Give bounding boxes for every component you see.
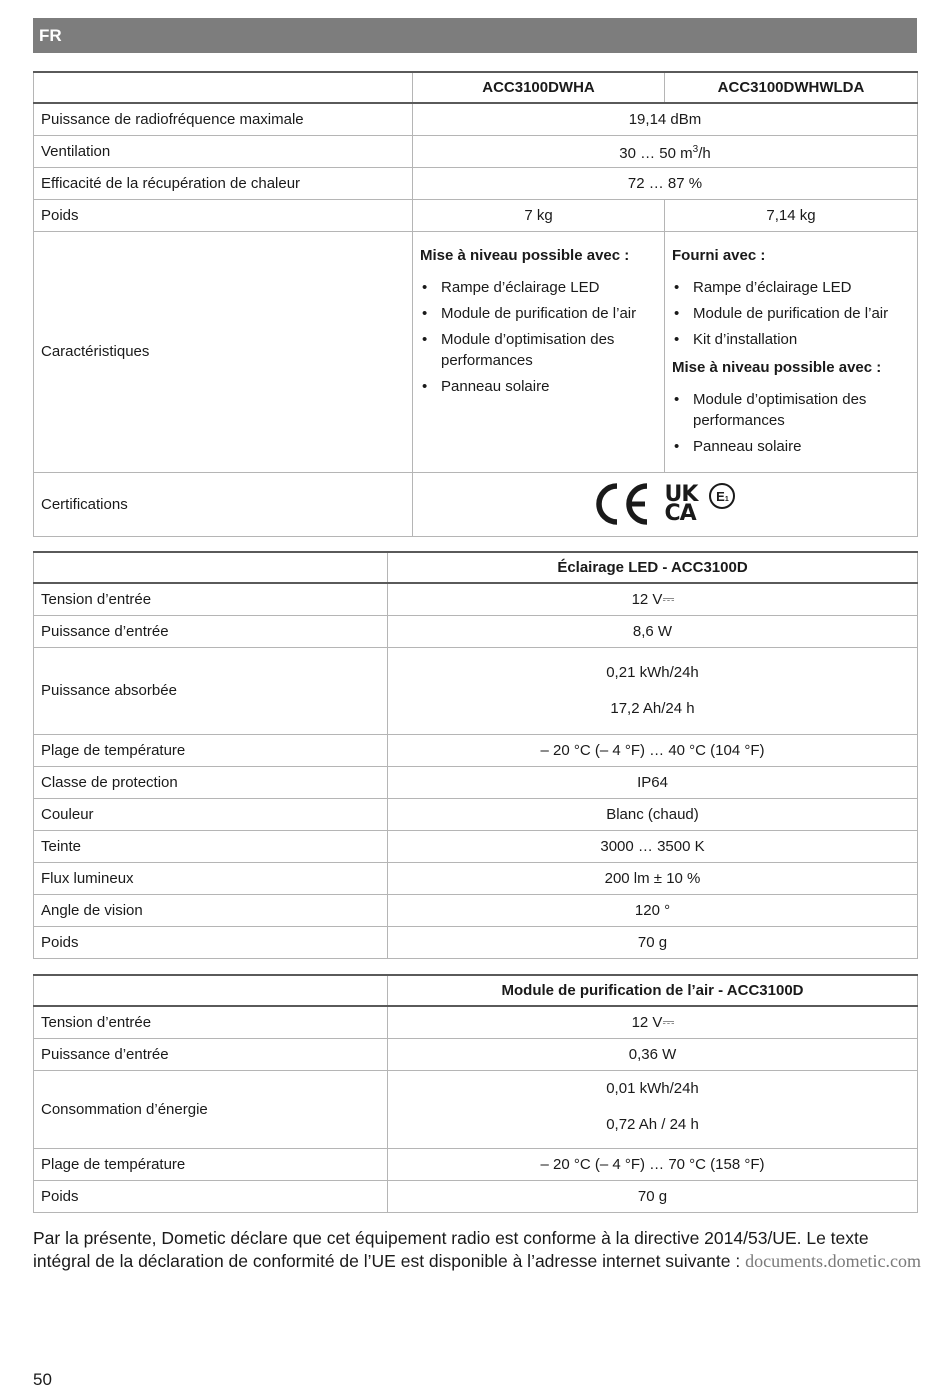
row-label: Certifications xyxy=(34,472,413,536)
row-label: Poids xyxy=(34,199,413,231)
documents-link[interactable]: documents.dometic.com xyxy=(745,1251,922,1271)
page-number: 50 xyxy=(33,1370,52,1389)
row-label: Tension d’entrée xyxy=(34,1006,388,1038)
row-value: Blanc (chaud) xyxy=(388,798,918,830)
ukca-mark-icon: UK CA xyxy=(664,482,698,526)
ce-mark-icon xyxy=(595,482,653,526)
header-blank xyxy=(34,552,388,583)
row-label: Ventilation xyxy=(34,135,413,167)
conformity-statement: Par la présente, Dometic déclare que cet équipement radio est conforme à la directive 2014/53/UE. Le texte intégral de la déclaration de conformité de l’UE est disponible à l’adresse internet suivante : documents.dometic.com xyxy=(33,1228,922,1271)
row-value: 12 V⎓ xyxy=(388,1006,918,1038)
air-purifier-spec-table xyxy=(33,974,918,1213)
row-value: 19,14 dBm xyxy=(413,103,918,135)
certification-logos xyxy=(413,472,918,536)
features-title: Mise à niveau possible avec : xyxy=(672,358,882,376)
row-label: Tension d’entrée xyxy=(34,583,388,615)
row-label: Plage de température xyxy=(34,734,388,766)
row-value: – 20 °C (– 4 °F) … 70 °C (158 °F) xyxy=(388,1148,918,1180)
row-label: Puissance de radiofréquence maximale xyxy=(34,103,413,135)
row-value: 12 V⎓ xyxy=(388,583,918,615)
row-value: 30 … 50 $m^3/h$ xyxy=(413,135,918,167)
header-model-a: ACC3100DWHA xyxy=(413,72,665,103)
features-model-a xyxy=(413,231,665,472)
features-title: Fourni avec : xyxy=(672,246,766,264)
row-value-a: 7 kg xyxy=(413,199,665,231)
row-label: Caractéristiques xyxy=(34,231,413,472)
list-item: • Panneau solaire xyxy=(420,376,657,397)
row-label: Flux lumineux xyxy=(34,862,388,894)
row-label: Teinte xyxy=(34,830,388,862)
row-value: 70 g xyxy=(388,1180,918,1212)
product-spec-table xyxy=(33,71,918,537)
dc-symbol-icon: ⎓ xyxy=(662,589,674,608)
row-value: IP64 xyxy=(388,766,918,798)
table-header: Module de purification de l’air - ACC3100D xyxy=(388,975,918,1006)
list-item: • Module d’optimisation des performances xyxy=(420,329,657,371)
row-value: – 20 °C (– 4 °F) … 40 °C (104 °F) xyxy=(388,734,918,766)
row-value: 8,6 W xyxy=(388,615,918,647)
row-label: Consommation d’énergie xyxy=(34,1070,388,1148)
svg-text:CE: CE xyxy=(594,482,596,483)
row-label: Classe de protection xyxy=(34,766,388,798)
features-list xyxy=(420,277,657,397)
row-value-b: 7,14 kg xyxy=(665,199,918,231)
row-value: 0,36 W xyxy=(388,1038,918,1070)
row-label: Efficacité de la récupération de chaleur xyxy=(34,167,413,199)
dc-symbol-icon: ⎓ xyxy=(662,1012,674,1031)
row-value: 0,01 kWh/24h 0,72 Ah / 24 h xyxy=(388,1070,918,1148)
header-blank xyxy=(34,975,388,1006)
header-blank xyxy=(34,72,413,103)
row-label: Couleur xyxy=(34,798,388,830)
row-value: 3000 … 3500 K xyxy=(388,830,918,862)
row-label: Angle de vision xyxy=(34,894,388,926)
list-item: • Panneau solaire xyxy=(672,436,910,457)
header-model-b: ACC3100DWHWLDA xyxy=(665,72,918,103)
features-model-b xyxy=(665,231,918,472)
row-value: 0,21 kWh/24h 17,2 Ah/24 h xyxy=(388,647,918,734)
language-header: FR xyxy=(33,18,917,53)
list-item: • Module de purification de l’air xyxy=(420,303,657,324)
list-item: • Rampe d’éclairage LED xyxy=(672,277,910,298)
row-label: Puissance d’entrée xyxy=(34,615,388,647)
list-item: • Rampe d’éclairage LED xyxy=(420,277,657,298)
list-item: • Module de purification de l’air xyxy=(672,303,910,324)
row-label: Plage de température xyxy=(34,1148,388,1180)
features-list xyxy=(672,389,910,457)
list-item: • Module d’optimisation des performances xyxy=(672,389,910,431)
row-label: Puissance absorbée xyxy=(34,647,388,734)
table-header: Éclairage LED - ACC3100D xyxy=(388,552,918,583)
row-label: Poids xyxy=(34,926,388,958)
row-value: 72 … 87 % xyxy=(413,167,918,199)
row-label: Puissance d’entrée xyxy=(34,1038,388,1070)
list-item: • Kit d’installation xyxy=(672,329,910,350)
row-value: 200 lm ± 10 % xyxy=(388,862,918,894)
row-value: 120 ° xyxy=(388,894,918,926)
features-list xyxy=(672,277,910,350)
led-spec-table xyxy=(33,551,918,959)
features-title: Mise à niveau possible avec : xyxy=(420,246,630,264)
row-label: Poids xyxy=(34,1180,388,1212)
e-mark-icon: E 1 xyxy=(709,483,735,509)
row-value: 70 g xyxy=(388,926,918,958)
